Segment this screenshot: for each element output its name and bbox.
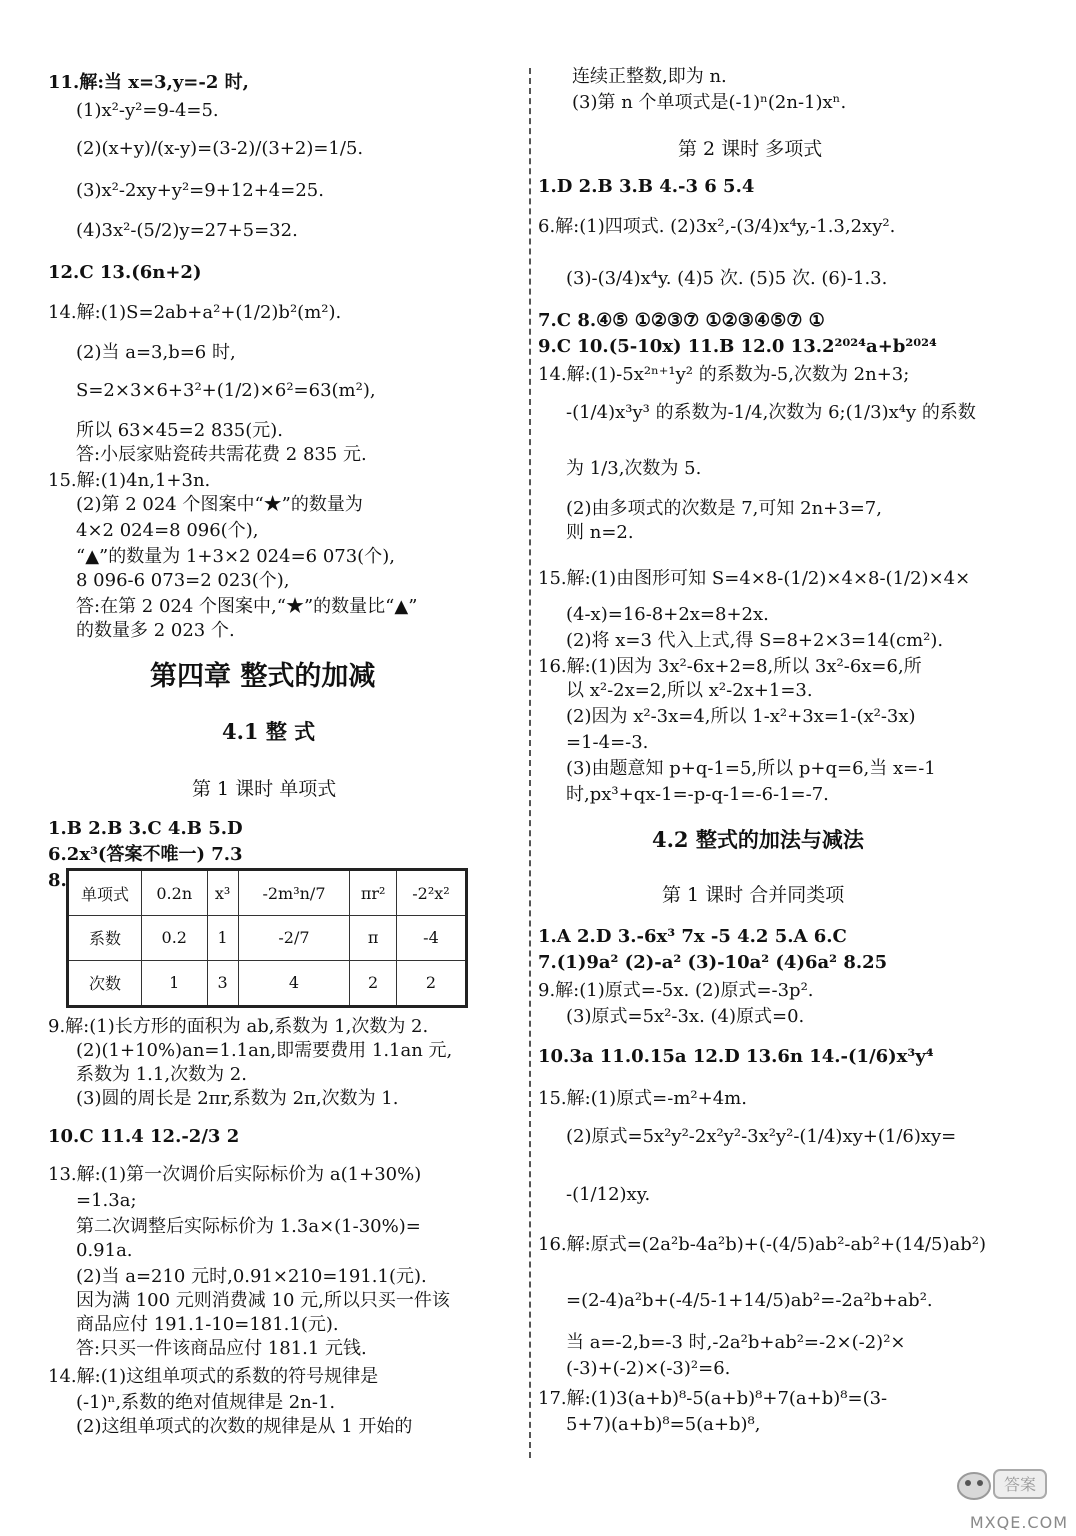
table-cell: π <box>350 916 397 961</box>
answer-line: 5+7)(a+b)⁸=5(a+b)⁸, <box>566 1414 761 1435</box>
table-cell: 2 <box>396 960 466 1006</box>
question-8-label: 8. <box>48 870 67 891</box>
section-title: 4.1 整 式 <box>222 719 316 744</box>
table-cell: 3 <box>207 960 238 1006</box>
answer-line: (-3)+(-2)×(-3)²=6. <box>566 1358 731 1379</box>
table-cell: 1 <box>207 916 238 961</box>
answer-line: 8 096-6 073=2 023(个), <box>76 570 290 591</box>
answer-line: 答:只买一件该商品应付 181.1 元钱. <box>76 1338 367 1359</box>
answer-line: (3)由题意知 p+q-1=5,所以 p+q=6,当 x=-1 <box>566 758 936 779</box>
answer-line: 15.解:(1)由图形可知 S=4×8-(1/2)×4×8-(1/2)×4× <box>538 568 971 589</box>
chapter-title: 第四章 整式的加减 <box>150 661 376 692</box>
answer-line: 答:小辰家贴瓷砖共需花费 2 835 元. <box>76 444 367 465</box>
answer-line: 为 1/3,次数为 5. <box>566 458 702 479</box>
answer-line: 14.解:(1)S=2ab+a²+(1/2)b²(m²). <box>48 302 342 323</box>
answer-line: 1.B 2.B 3.C 4.B 5.D <box>48 818 243 839</box>
answer-line: (3)x²-2xy+y²=9+12+4=25. <box>76 180 324 201</box>
section-title: 4.2 整式的加法与减法 <box>652 827 864 852</box>
answer-line: 1.D 2.B 3.B 4.-3 6 5.4 <box>538 176 755 197</box>
answer-line: 9.解:(1)长方形的面积为 ab,系数为 1,次数为 2. <box>48 1016 429 1037</box>
answer-line: 17.解:(1)3(a+b)⁸-5(a+b)⁸+7(a+b)⁸=(3- <box>538 1388 888 1409</box>
answer-line: “▲”的数量为 1+3×2 024=6 073(个), <box>76 546 395 567</box>
table-row <box>68 960 467 1006</box>
answer-line: 10.C 11.4 12.-2/3 2 <box>48 1126 240 1147</box>
answer-line: 答:在第 2 024 个图案中,“★”的数量比“▲” <box>76 596 418 617</box>
answer-line: 以 x²-2x=2,所以 x²-2x+1=3. <box>566 680 813 701</box>
answer-line: 15.解:(1)4n,1+3n. <box>48 470 211 491</box>
answer-line: 1.A 2.D 3.-6x³ 7x -5 4.2 5.A 6.C <box>538 926 847 947</box>
answer-line: 则 n=2. <box>566 522 634 543</box>
answer-line: (2)(x+y)/(x-y)=(3-2)/(3+2)=1/5. <box>76 138 364 159</box>
answer-line: S=2×3×6+3²+(1/2)×6²=63(m²), <box>76 380 376 401</box>
answer-line: (2)第 2 024 个图案中“★”的数量为 <box>76 494 363 515</box>
answer-line: (3)圆的周长是 2πr,系数为 2π,次数为 1. <box>76 1088 399 1109</box>
table-cell: 次数 <box>68 960 142 1006</box>
lesson-title: 第 1 课时 单项式 <box>192 778 337 800</box>
table-cell: x³ <box>207 870 238 916</box>
table-cell: 2 <box>350 960 397 1006</box>
answer-line: 连续正整数,即为 n. <box>572 66 727 87</box>
svg-text:答案: 答案 <box>1003 1475 1037 1494</box>
answer-line: 当 a=-2,b=-3 时,-2a²b+ab²=-2×(-2)²× <box>566 1332 906 1353</box>
answer-line: 6.解:(1)四项式. (2)3x²,-(3/4)x⁴y,-1.3,2xy². <box>538 216 896 237</box>
answer-line: (3)第 n 个单项式是(-1)ⁿ(2n-1)xⁿ. <box>572 92 847 113</box>
answer-line: (2)由多项式的次数是 7,可知 2n+3=7, <box>566 498 882 519</box>
answer-line: 7.C 8.④⑤ ①②③⑦ ①②③④⑤⑦ ① <box>538 310 825 331</box>
answer-line: (3)-(3/4)x⁴y. (4)5 次. (5)5 次. (6)-1.3. <box>566 268 888 289</box>
answer-line: 系数为 1.1,次数为 2. <box>76 1064 247 1085</box>
answer-line: =1.3a; <box>76 1190 137 1211</box>
answer-line: (2)将 x=3 代入上式,得 S=8+2×3=14(cm²). <box>566 630 944 651</box>
lesson-title: 第 2 课时 多项式 <box>678 138 823 160</box>
table-cell: 0.2 <box>142 916 208 961</box>
answer-line: =1-4=-3. <box>566 732 649 753</box>
watermark-text: MXQE.COM <box>969 1513 1068 1532</box>
answer-line: 所以 63×45=2 835(元). <box>76 420 283 441</box>
table-cell: 4 <box>238 960 350 1006</box>
table-cell: -4 <box>396 916 466 961</box>
answer-line: 因为满 100 元则消费减 10 元,所以只买一件该 <box>76 1290 450 1311</box>
answer-line: (2)这组单项式的次数的规律是从 1 开始的 <box>76 1416 413 1437</box>
answer-line: (3)原式=5x²-3x. (4)原式=0. <box>566 1006 805 1027</box>
answer-line: 9.C 10.(5-10x) 11.B 12.0 13.2²⁰²⁴a+b²⁰²⁴ <box>538 336 937 357</box>
answer-line: 10.3a 11.0.15a 12.D 13.6n 14.-(1/6)x³y⁴ <box>538 1046 934 1067</box>
answer-line: 9.解:(1)原式=-5x. (2)原式=-3p². <box>538 980 814 1001</box>
answer-line: 0.91a. <box>76 1240 133 1261</box>
lesson-title: 第 1 课时 合并同类项 <box>662 884 845 906</box>
table-cell: 单项式 <box>68 870 142 916</box>
answer-line: 16.解:(1)因为 3x²-6x+2=8,所以 3x²-6x=6,所 <box>538 656 922 677</box>
answer-line: 11.解:当 x=3,y=-2 时, <box>48 72 249 93</box>
table-cell: -2/7 <box>238 916 350 961</box>
answer-line: 7.(1)9a² (2)-a² (3)-10a² (4)6a² 8.25 <box>538 952 888 973</box>
answer-line: 第二次调整后实际标价为 1.3a×(1-30%)= <box>76 1216 421 1237</box>
table-cell: -2²x² <box>396 870 466 916</box>
answer-line: -(1/12)xy. <box>566 1184 651 1205</box>
answer-line: 14.解:(1)-5x²ⁿ⁺¹y² 的系数为-5,次数为 2n+3; <box>538 364 910 385</box>
answer-line: (2)因为 x²-3x=4,所以 1-x²+3x=1-(x²-3x) <box>566 706 916 727</box>
answer-line: (2)当 a=210 元时,0.91×210=191.1(元). <box>76 1266 427 1287</box>
answer-line: (2)当 a=3,b=6 时, <box>76 342 236 363</box>
answer-line: (-1)ⁿ,系数的绝对值规律是 2n-1. <box>76 1392 336 1413</box>
table-cell: -2m³n/7 <box>238 870 350 916</box>
answer-line: 15.解:(1)原式=-m²+4m. <box>538 1088 747 1109</box>
answer-line: 13.解:(1)第一次调价后实际标价为 a(1+30%) <box>48 1164 422 1185</box>
answer-line: (2)原式=5x²y²-2x²y²-3x²y²-(1/4)xy+(1/6)xy= <box>566 1126 957 1147</box>
monomial-table <box>66 868 468 1008</box>
answer-line: 的数量多 2 023 个. <box>76 620 235 641</box>
column-divider <box>529 68 531 1458</box>
table-cell: 0.2n <box>142 870 208 916</box>
answer-line: 6.2x³(答案不唯一) 7.3 <box>48 844 243 865</box>
table-cell: πr² <box>350 870 397 916</box>
answer-line: -(1/4)x³y³ 的系数为-1/4,次数为 6;(1/3)x⁴y 的系数 <box>566 402 976 423</box>
answer-line: (1)x²-y²=9-4=5. <box>76 100 219 121</box>
answer-line: (4-x)=16-8+2x=8+2x. <box>566 604 769 625</box>
table-row <box>68 916 467 961</box>
answer-line: 16.解:原式=(2a²b-4a²b)+(-(4/5)ab²-ab²+(14/5)ab²) <box>538 1234 987 1255</box>
answer-line: 14.解:(1)这组单项式的系数的符号规律是 <box>48 1366 379 1387</box>
answer-line: 12.C 13.(6n+2) <box>48 262 202 283</box>
answer-line: (2)(1+10%)an=1.1an,即需要费用 1.1an 元, <box>76 1040 453 1061</box>
table-cell: 1 <box>142 960 208 1006</box>
table-row <box>68 870 467 916</box>
answer-line: 商品应付 191.1-10=181.1(元). <box>76 1314 339 1335</box>
answer-line: (4)3x²-(5/2)y=27+5=32. <box>76 220 298 241</box>
answer-line: 时,px³+qx-1=-p-q-1=-6-1=-7. <box>566 784 829 805</box>
table-cell: 系数 <box>68 916 142 961</box>
answer-line: =(2-4)a²b+(-4/5-1+14/5)ab²=-2a²b+ab². <box>566 1290 933 1311</box>
answer-line: 4×2 024=8 096(个), <box>76 520 259 541</box>
